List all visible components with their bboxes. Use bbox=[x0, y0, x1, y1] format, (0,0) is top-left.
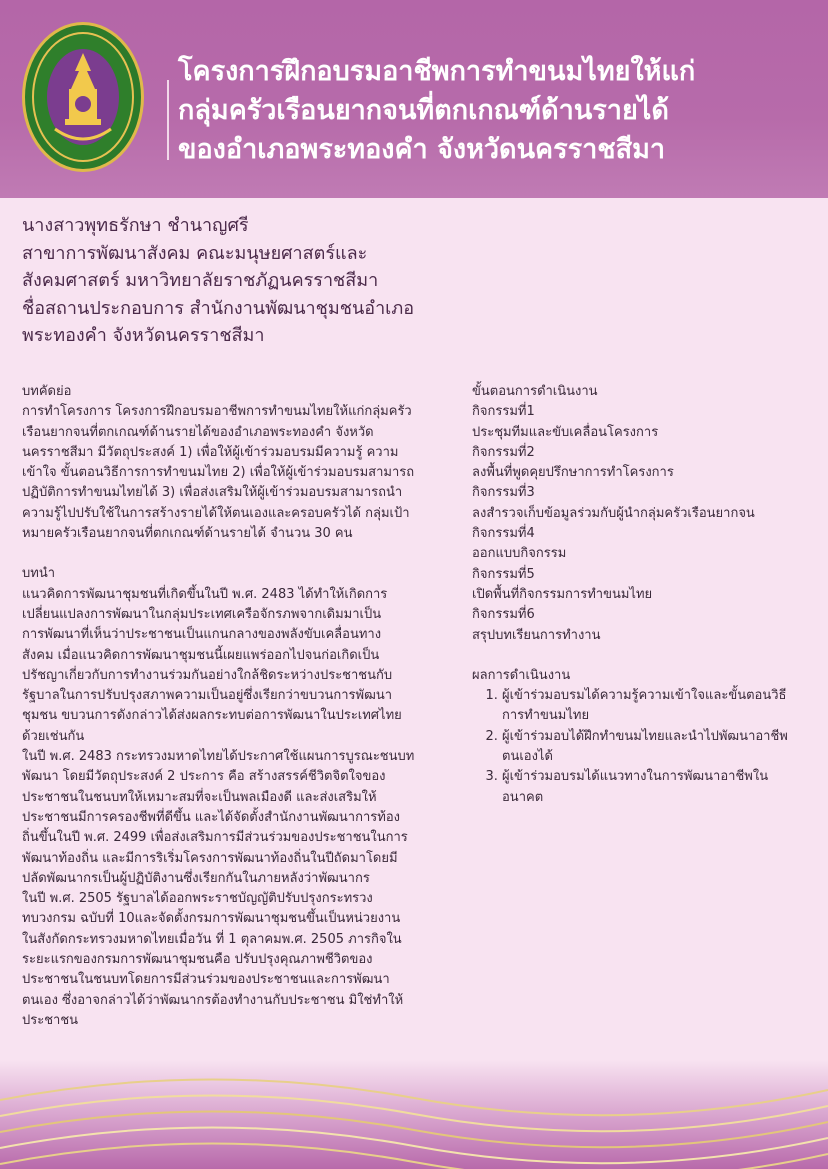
procedure-line: ลงสำรวจเก็บข้อมูลร่วมกับผู้นำกลุ่มครัวเรือนยากจน bbox=[472, 505, 755, 521]
intro-line: ในปี พ.ศ. 2483 กระทรวงมหาดไทยได้ประกาศใช้แผนการบูรณะชนบท bbox=[22, 749, 415, 765]
procedure-line: กิจกรรมที่4 bbox=[472, 526, 535, 542]
intro-line: ประชาชนในชนบทโดยการมีส่วนร่วมของประชาชนและการพัฒนา bbox=[22, 972, 390, 988]
intro-line: ในปี พ.ศ. 2505 รัฐบาลได้ออกพระราชบัญญัติปรับปรุงกระทรวง bbox=[22, 891, 373, 907]
title-line: กลุ่มครัวเรือนยากจนที่ตกเกณฑ์ด้านรายได้ bbox=[178, 95, 669, 126]
intro-line: ประชาชนมีการครองชีพที่ดีขึ้น และได้จัดตั้งสำนักงานพัฒนาการท้อง bbox=[22, 809, 400, 825]
abstract-body bbox=[22, 402, 456, 544]
result-line: 2. ผู้เข้าร่วมอบได้ฝึกทำขนมไทยและนำไปพัฒนาอาชีพ bbox=[502, 728, 788, 744]
author-line: ชื่อสถานประกอบการ สำนักงานพัฒนาชุมชนอำเภอ bbox=[22, 297, 415, 319]
procedure-line: กิจกรรมที่2 bbox=[472, 444, 535, 460]
procedure-line: กิจกรรมที่5 bbox=[472, 566, 535, 582]
abstract-line: ปฏิบัติการทำขนมไทยได้ 3) เพื่อส่งเสริมให้ผู้เข้าร่วมอบรมสามารถนำ bbox=[22, 485, 403, 501]
intro-line: ประชาชน bbox=[22, 1012, 79, 1028]
spacer bbox=[22, 544, 456, 564]
intro-line: ระยะแรกของกรมการพัฒนาชุมชนคือ ปรับปรุงคุณภาพชีวิตของ bbox=[22, 952, 373, 968]
footer-decoration bbox=[0, 1060, 828, 1169]
abstract-line: ความรู้ไปปรับใช้ในการสร้างรายได้ให้ตนเองและครอบครัวได้ กลุ่มเป้า bbox=[22, 505, 410, 521]
procedure-line: กิจกรรมที่3 bbox=[472, 485, 535, 501]
left-column bbox=[22, 382, 456, 1031]
intro-line: ถิ่นขึ้นในปี พ.ศ. 2499 เพื่อส่งเสริมการมีส่วนร่วมของประชาชนในการ bbox=[22, 830, 408, 846]
page-title bbox=[178, 52, 818, 169]
abstract-line: นครราชสีมา มีวัตถุประสงค์ 1) เพื่อให้ผู้เข้าร่วมอบรมมีความรู้ ความ bbox=[22, 444, 399, 460]
procedure-line: ออกแบบกิจกรรม bbox=[472, 546, 567, 562]
intro-line: ประชาชนในชนบทให้เหมาะสมที่จะเป็นพลเมืองดี และส่งเสริมให้ bbox=[22, 789, 377, 805]
header-divider bbox=[167, 80, 169, 160]
author-info bbox=[22, 212, 582, 350]
procedure-list bbox=[472, 402, 812, 646]
abstract-line: การทำโครงการ โครงการฝึกอบรมอาชีพการทำขนมไทยให้แก่กลุ่มครัว bbox=[22, 404, 412, 420]
result-item bbox=[502, 727, 812, 768]
intro-line: พัฒนาท้องถิ่น และมีการริเริ่มโครงการพัฒนาท้องถิ่นในปีถัดมาโดยมี bbox=[22, 850, 398, 866]
university-logo bbox=[22, 22, 144, 172]
author-line: พระทองคำ จังหวัดนครราชสีมา bbox=[22, 325, 265, 346]
result-item bbox=[502, 686, 812, 727]
header-banner bbox=[0, 0, 828, 198]
title-line: โครงการฝึกอบรมอาชีพการทำขนมไทยให้แก่ bbox=[178, 56, 696, 87]
intro-line: สังคม เมื่อแนวคิดการพัฒนาชุมชนนี้เผยแพร่ออกไปจนก่อเกิดเป็น bbox=[22, 647, 380, 663]
results-list bbox=[472, 686, 812, 808]
procedure-heading: ขั้นตอนการดำเนินงาน bbox=[472, 384, 598, 399]
result-line: อนาคต bbox=[502, 789, 544, 805]
intro-heading: บทนำ bbox=[22, 566, 56, 582]
procedure-line: ประชุมทีมและขับเคลื่อนโครงการ bbox=[472, 424, 659, 440]
procedure-line: สรุปบทเรียนการทำงาน bbox=[472, 627, 601, 643]
procedure-line: เปิดพื้นที่กิจกรรมการทำขนมไทย bbox=[472, 586, 653, 602]
results-heading: ผลการดำเนินงาน bbox=[472, 667, 571, 683]
intro-line: ทบวงกรม ฉบับที่ 10และจัดตั้งกรมการพัฒนาชุมชนขึ้นเป็นหน่วยงาน bbox=[22, 911, 401, 927]
procedure-line: กิจกรรมที่6 bbox=[472, 607, 535, 623]
result-line: 1. ผู้เข้าร่วมอบรมได้ความรู้ความเข้าใจและขั้นตอนวิธี bbox=[502, 688, 787, 704]
result-item bbox=[502, 767, 812, 808]
author-line: นางสาวพุทธรักษา ชำนาญศรี bbox=[22, 215, 249, 236]
author-line: สังคมศาสตร์ มหาวิทยาลัยราชภัฏนครราชสีมา bbox=[22, 270, 379, 291]
author-line: สาขาการพัฒนาสังคม คณะมนุษยศาสตร์และ bbox=[22, 242, 368, 264]
intro-line: ปลัดพัฒนากรเป็นผู้ปฏิบัติงานซึ่งเรียกกันในภายหลังว่าพัฒนากร bbox=[22, 870, 370, 886]
intro-line: ชุมชน ขบวนการดังกล่าวได้ส่งผลกระทบต่อการพัฒนาในประเทศไทย bbox=[22, 708, 402, 724]
intro-line: ปรัชญาเกี่ยวกับการทำงานร่วมกันอย่างใกล้ชิดระหว่างประชาชนกับ bbox=[22, 667, 393, 683]
result-line: ตนเองได้ bbox=[502, 749, 553, 765]
procedure-line: กิจกรรมที่1 bbox=[472, 404, 535, 420]
result-line: 3. ผู้เข้าร่วมอบรมได้แนวทางในการพัฒนาอาชีพใน bbox=[502, 769, 769, 785]
intro-line: ตนเอง ซึ่งอาจกล่าวได้ว่าพัฒนากรต้องทำงานกับประชาชน มิใช่ทำให้ bbox=[22, 992, 404, 1008]
abstract-line: เรือนยากจนที่ตกเกณฑ์ด้านรายได้ของอำเภอพระทองคำ จังหวัด bbox=[22, 424, 374, 440]
university-emblem-icon bbox=[25, 25, 141, 169]
wave-pattern-icon bbox=[0, 1060, 828, 1169]
intro-line: แนวคิดการพัฒนาชุมชนที่เกิดขึ้นในปี พ.ศ. 2483 ได้ทำให้เกิดการ bbox=[22, 586, 388, 602]
intro-line: ในสังกัดกระทรวงมหาดไทยเมื่อวัน ที่ 1 ตุลาคมพ.ศ. 2505 ภารกิจใน bbox=[22, 931, 402, 947]
procedure-line: ลงพื้นที่พูดคุยปรึกษาการทำโครงการ bbox=[472, 465, 674, 481]
intro-line: การพัฒนาที่เห็นว่าประชาชนเป็นแกนกลางของพลังขับเคลื่อนทาง bbox=[22, 627, 382, 643]
abstract-line: เข้าใจ ขั้นตอนวิธีการการทำขนมไทย 2) เพื่อให้ผู้เข้าร่วมอบรมสามารถ bbox=[22, 465, 415, 481]
spacer bbox=[472, 646, 812, 666]
intro-line: ด้วยเช่นกัน bbox=[22, 728, 85, 744]
abstract-line: หมายครัวเรือนยากจนที่ตกเกณฑ์ด้านรายได้ จำนวน 30 คน bbox=[22, 526, 353, 542]
intro-line: รัฐบาลในการปรับปรุงสภาพความเป็นอยู่ซึ่งเรียกว่าขบวนการพัฒนา bbox=[22, 688, 393, 704]
intro-line: เปลี่ยนแปลงการพัฒนาในกลุ่มประเทศเครือจักรภพจากเดิมมาเป็น bbox=[22, 606, 382, 622]
intro-line: พัฒนา โดยมีวัตถุประสงค์ 2 ประการ คือ สร้างสรรค์ชีวิตจิตใจของ bbox=[22, 769, 386, 785]
intro-body bbox=[22, 585, 456, 1032]
right-column bbox=[472, 382, 812, 808]
result-line: การทำขนมไทย bbox=[502, 708, 590, 724]
title-line: ของอำเภอพระทองคำ จังหวัดนครราชสีมา bbox=[178, 134, 666, 165]
abstract-heading: บทคัดย่อ bbox=[22, 384, 72, 399]
